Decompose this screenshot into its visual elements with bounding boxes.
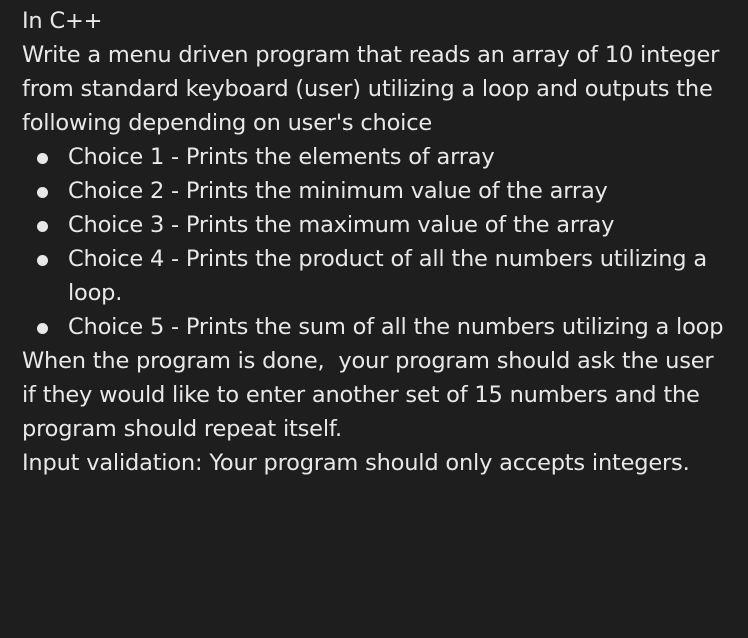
list-item (22, 208, 734, 242)
choice-text: Choice 3 - Prints the maximum value of the array (68, 212, 615, 238)
list-item (22, 310, 734, 344)
choice-list (22, 140, 734, 344)
repeat-paragraph: When the program is done, your program should ask the user if they would like to enter another set of 15 numbers and the program should repeat itself. (22, 348, 721, 442)
choice-text: Choice 4 - Prints the product of all the numbers utilizing a loop. (68, 246, 707, 306)
choice-text: Choice 2 - Prints the minimum value of the array (68, 178, 608, 204)
bullet-icon (37, 323, 48, 334)
validation-paragraph: Input validation: Your program should only accepts integers. (22, 450, 690, 476)
list-item (22, 242, 734, 310)
bullet-icon (37, 153, 48, 164)
bullet-icon (37, 221, 48, 232)
intro-paragraph: Write a menu driven program that reads an array of 10 integer from standard keyboard (user) utilizing a loop and outputs the following depending on user's choice (22, 42, 727, 136)
bullet-icon (37, 187, 48, 198)
bullet-icon (37, 255, 48, 266)
list-item (22, 174, 734, 208)
document-body (22, 4, 734, 480)
list-item (22, 140, 734, 174)
heading-text: In C++ (22, 8, 103, 34)
choice-text: Choice 5 - Prints the sum of all the numbers utilizing a loop (68, 314, 724, 340)
choice-text: Choice 1 - Prints the elements of array (68, 144, 495, 170)
